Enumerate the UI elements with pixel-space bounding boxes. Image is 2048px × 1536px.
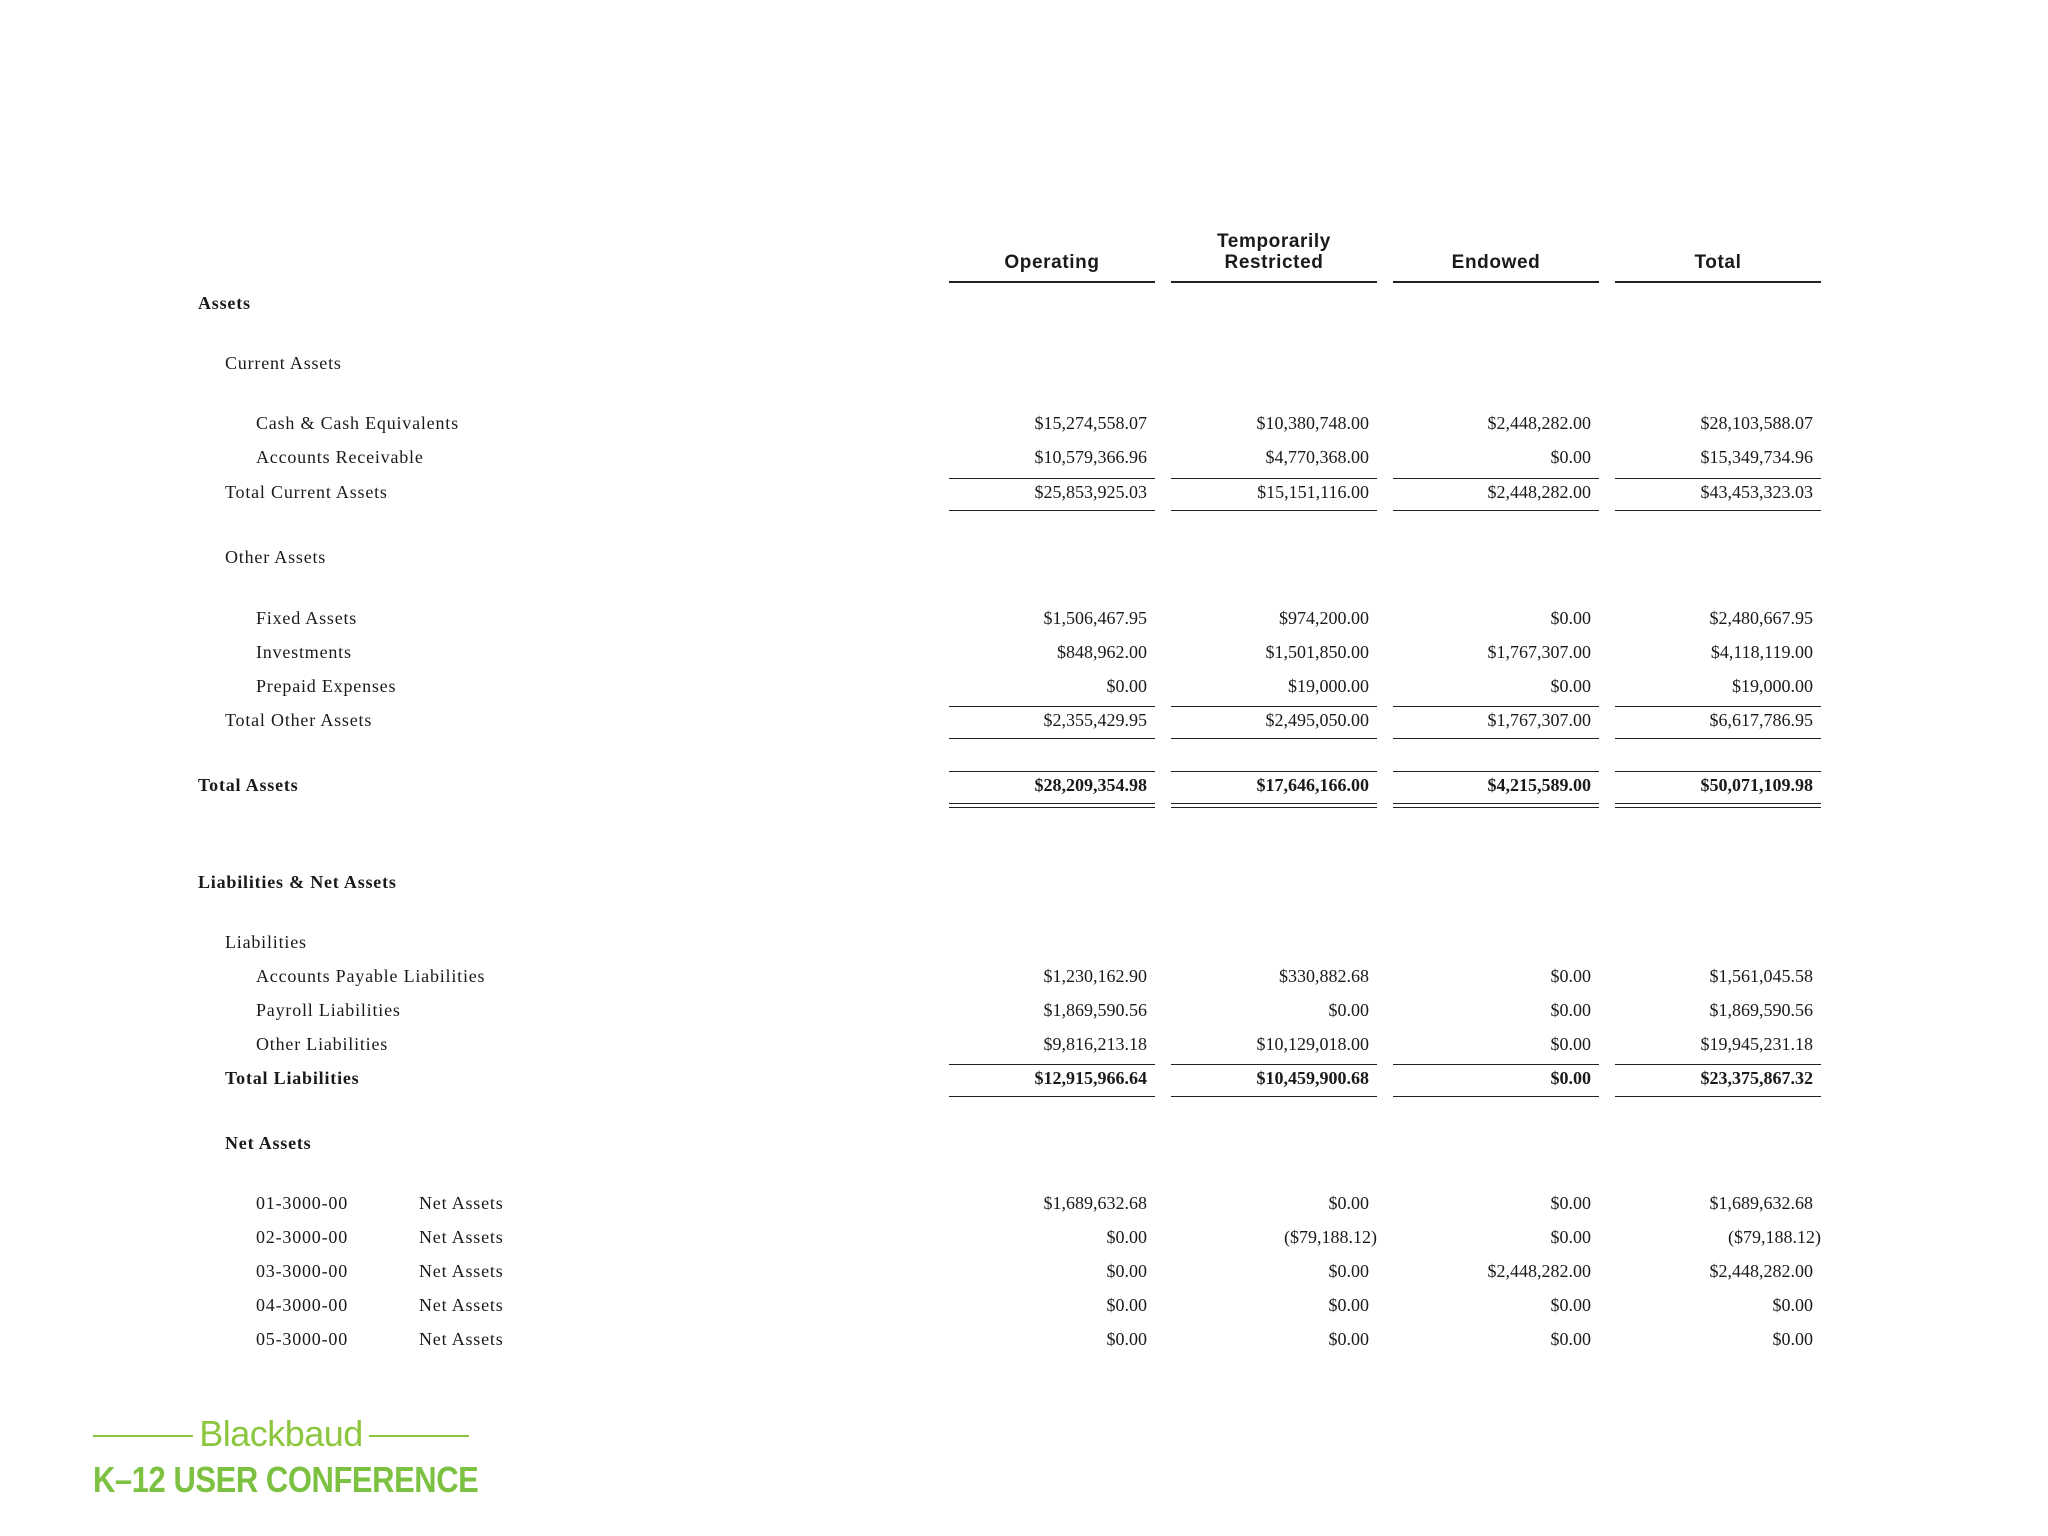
row-label: Total Current Assets xyxy=(225,482,388,502)
table-row xyxy=(0,440,2048,474)
value-temporarily-restricted: ($79,188.12) xyxy=(1284,1227,1377,1247)
value-operating: $848,962.00 xyxy=(1057,642,1147,662)
value-temporarily-restricted: $4,770,368.00 xyxy=(1265,447,1369,467)
value-total: $4,118,119.00 xyxy=(1710,642,1813,662)
value-operating: $0.00 xyxy=(1106,1329,1147,1349)
col-header-rule xyxy=(1393,281,1599,283)
value-temporarily-restricted: $2,495,050.00 xyxy=(1265,710,1369,730)
row-label: Accounts Payable Liabilities xyxy=(256,966,486,986)
logo-conference-name: K–12 USER CONFERENCE xyxy=(93,1459,479,1500)
account-name: Net Assets xyxy=(419,1193,504,1213)
value-temporarily-restricted: $0.00 xyxy=(1328,1261,1369,1281)
table-row xyxy=(0,959,2048,993)
value-temporarily-restricted: $330,882.68 xyxy=(1279,966,1369,986)
col-header-temp-line2: Restricted xyxy=(1224,252,1324,273)
value-temporarily-restricted: $0.00 xyxy=(1328,1000,1369,1020)
logo-rule-right xyxy=(369,1435,469,1437)
section-label: Liabilities & Net Assets xyxy=(198,872,397,892)
value-total: $1,869,590.56 xyxy=(1709,1000,1813,1020)
total-rule xyxy=(1615,510,1821,511)
value-temporarily-restricted: $19,000.00 xyxy=(1288,676,1369,696)
net-asset-row xyxy=(0,1220,2048,1254)
account-name: Net Assets xyxy=(419,1261,504,1281)
col-header-total: Total xyxy=(1694,252,1742,273)
value-endowed: $0.00 xyxy=(1550,966,1591,986)
value-temporarily-restricted: $10,459,900.68 xyxy=(1256,1068,1369,1088)
value-total: $23,375,867.32 xyxy=(1700,1068,1813,1088)
total-rule xyxy=(1171,1096,1377,1097)
table-row xyxy=(0,1027,2048,1061)
section-label: Liabilities xyxy=(225,932,307,952)
account-number: 05-3000-00 xyxy=(256,1329,348,1349)
value-endowed: $0.00 xyxy=(1550,608,1591,628)
total-rule xyxy=(1393,1096,1599,1097)
table-row xyxy=(0,635,2048,669)
value-operating: $0.00 xyxy=(1106,1227,1147,1247)
value-total: $19,945,231.18 xyxy=(1700,1034,1813,1054)
value-operating: $15,274,558.07 xyxy=(1034,413,1147,433)
section-label: Current Assets xyxy=(225,353,342,373)
table-row xyxy=(0,669,2048,703)
value-endowed: $4,215,589.00 xyxy=(1487,775,1591,795)
col-header-temp-line1: Temporarily xyxy=(1217,231,1331,252)
col-header-rule xyxy=(1171,281,1377,283)
section-label: Assets xyxy=(198,293,251,313)
total-rule xyxy=(949,738,1155,739)
row-label: Other Liabilities xyxy=(256,1034,389,1054)
value-endowed: $0.00 xyxy=(1550,1000,1591,1020)
double-rule xyxy=(1171,803,1377,808)
value-temporarily-restricted: $1,501,850.00 xyxy=(1265,642,1369,662)
value-total: $28,103,588.07 xyxy=(1700,413,1813,433)
value-total: $0.00 xyxy=(1772,1329,1813,1349)
account-name: Net Assets xyxy=(419,1227,504,1247)
value-operating: $12,915,966.64 xyxy=(1034,1068,1147,1088)
row-label: Accounts Receivable xyxy=(256,447,424,467)
col-header-rule xyxy=(1615,281,1821,283)
value-operating: $1,506,467.95 xyxy=(1043,608,1147,628)
value-operating: $1,689,632.68 xyxy=(1043,1193,1147,1213)
row-label: Total Other Assets xyxy=(225,710,373,730)
row-label: Prepaid Expenses xyxy=(256,676,397,696)
section-heading-liabilities-net-assets xyxy=(0,865,2048,899)
value-total: $15,349,734.96 xyxy=(1700,447,1813,467)
double-rule xyxy=(949,803,1155,808)
value-endowed: $2,448,282.00 xyxy=(1487,413,1591,433)
account-number: 01-3000-00 xyxy=(256,1193,348,1213)
value-operating: $0.00 xyxy=(1106,1261,1147,1281)
value-operating: $25,853,925.03 xyxy=(1034,482,1147,502)
value-total: $2,480,667.95 xyxy=(1709,608,1813,628)
section-heading-other-assets xyxy=(0,540,2048,574)
value-total: $1,561,045.58 xyxy=(1709,966,1813,986)
account-number: 04-3000-00 xyxy=(256,1295,348,1315)
row-label: Fixed Assets xyxy=(256,608,358,628)
value-operating: $2,355,429.95 xyxy=(1043,710,1147,730)
value-endowed: $0.00 xyxy=(1550,1034,1591,1054)
col-header-operating: Operating xyxy=(1004,252,1100,273)
logo-rule-left xyxy=(93,1435,193,1437)
table-row-total-assets xyxy=(0,768,2048,802)
value-operating: $0.00 xyxy=(1106,676,1147,696)
value-endowed: $2,448,282.00 xyxy=(1487,482,1591,502)
row-label: Payroll Liabilities xyxy=(256,1000,401,1020)
col-header-endowed: Endowed xyxy=(1451,252,1541,273)
table-row xyxy=(0,406,2048,440)
row-label: Total Liabilities xyxy=(225,1068,360,1088)
value-total: $0.00 xyxy=(1772,1295,1813,1315)
value-temporarily-restricted: $0.00 xyxy=(1328,1295,1369,1315)
total-rule xyxy=(1615,1096,1821,1097)
value-temporarily-restricted: $974,200.00 xyxy=(1279,608,1369,628)
total-rule xyxy=(949,510,1155,511)
section-heading-current-assets xyxy=(0,346,2048,380)
value-endowed: $2,448,282.00 xyxy=(1487,1261,1591,1281)
value-total: $1,689,632.68 xyxy=(1709,1193,1813,1213)
net-asset-row xyxy=(0,1322,2048,1356)
net-asset-row xyxy=(0,1254,2048,1288)
value-endowed: $0.00 xyxy=(1550,676,1591,696)
value-temporarily-restricted: $17,646,166.00 xyxy=(1256,775,1369,795)
double-rule xyxy=(1393,803,1599,808)
value-endowed: $1,767,307.00 xyxy=(1487,642,1591,662)
value-endowed: $0.00 xyxy=(1550,1227,1591,1247)
value-endowed: $1,767,307.00 xyxy=(1487,710,1591,730)
value-endowed: $0.00 xyxy=(1550,447,1591,467)
value-operating: $1,869,590.56 xyxy=(1043,1000,1147,1020)
value-endowed: $0.00 xyxy=(1550,1295,1591,1315)
value-operating: $0.00 xyxy=(1106,1295,1147,1315)
total-rule xyxy=(1171,738,1377,739)
net-asset-row xyxy=(0,1186,2048,1220)
conference-logo xyxy=(93,1412,479,1502)
section-heading-net-assets xyxy=(0,1126,2048,1160)
value-temporarily-restricted: $15,151,116.00 xyxy=(1257,482,1369,502)
double-rule xyxy=(1615,803,1821,808)
account-number: 02-3000-00 xyxy=(256,1227,348,1247)
value-temporarily-restricted: $10,129,018.00 xyxy=(1256,1034,1369,1054)
col-header-rule xyxy=(949,281,1155,283)
row-label: Total Assets xyxy=(198,775,299,795)
value-total: $6,617,786.95 xyxy=(1709,710,1813,730)
value-total: $19,000.00 xyxy=(1732,676,1813,696)
account-name: Net Assets xyxy=(419,1329,504,1349)
value-temporarily-restricted: $0.00 xyxy=(1328,1329,1369,1349)
account-number: 03-3000-00 xyxy=(256,1261,348,1281)
account-name: Net Assets xyxy=(419,1295,504,1315)
section-heading-liabilities xyxy=(0,925,2048,959)
col-header-temporarily-restricted xyxy=(1171,231,1377,273)
row-label: Cash & Cash Equivalents xyxy=(256,413,459,433)
value-total: $2,448,282.00 xyxy=(1709,1261,1813,1281)
section-heading-assets xyxy=(0,286,2048,320)
total-rule xyxy=(1393,510,1599,511)
value-total: $50,071,109.98 xyxy=(1700,775,1813,795)
table-row xyxy=(0,601,2048,635)
table-row-total-liabilities xyxy=(0,1061,2048,1095)
section-label: Net Assets xyxy=(225,1133,312,1153)
total-rule xyxy=(1171,510,1377,511)
row-label: Investments xyxy=(256,642,352,662)
value-total: ($79,188.12) xyxy=(1728,1227,1821,1247)
value-operating: $1,230,162.90 xyxy=(1043,966,1147,986)
net-asset-row xyxy=(0,1288,2048,1322)
table-row-total-current-assets xyxy=(0,475,2048,509)
value-operating: $10,579,366.96 xyxy=(1034,447,1147,467)
value-endowed: $0.00 xyxy=(1550,1193,1591,1213)
value-total: $43,453,323.03 xyxy=(1700,482,1813,502)
section-label: Other Assets xyxy=(225,547,327,567)
table-row xyxy=(0,993,2048,1027)
value-endowed: $0.00 xyxy=(1550,1068,1591,1088)
value-temporarily-restricted: $0.00 xyxy=(1328,1193,1369,1213)
logo-brand-name: Blackbaud xyxy=(199,1413,363,1454)
value-operating: $28,209,354.98 xyxy=(1034,775,1147,795)
total-rule xyxy=(949,1096,1155,1097)
value-endowed: $0.00 xyxy=(1550,1329,1591,1349)
value-operating: $9,816,213.18 xyxy=(1043,1034,1147,1054)
table-row-total-other-assets xyxy=(0,703,2048,737)
total-rule xyxy=(1615,738,1821,739)
total-rule xyxy=(1393,738,1599,739)
value-temporarily-restricted: $10,380,748.00 xyxy=(1256,413,1369,433)
